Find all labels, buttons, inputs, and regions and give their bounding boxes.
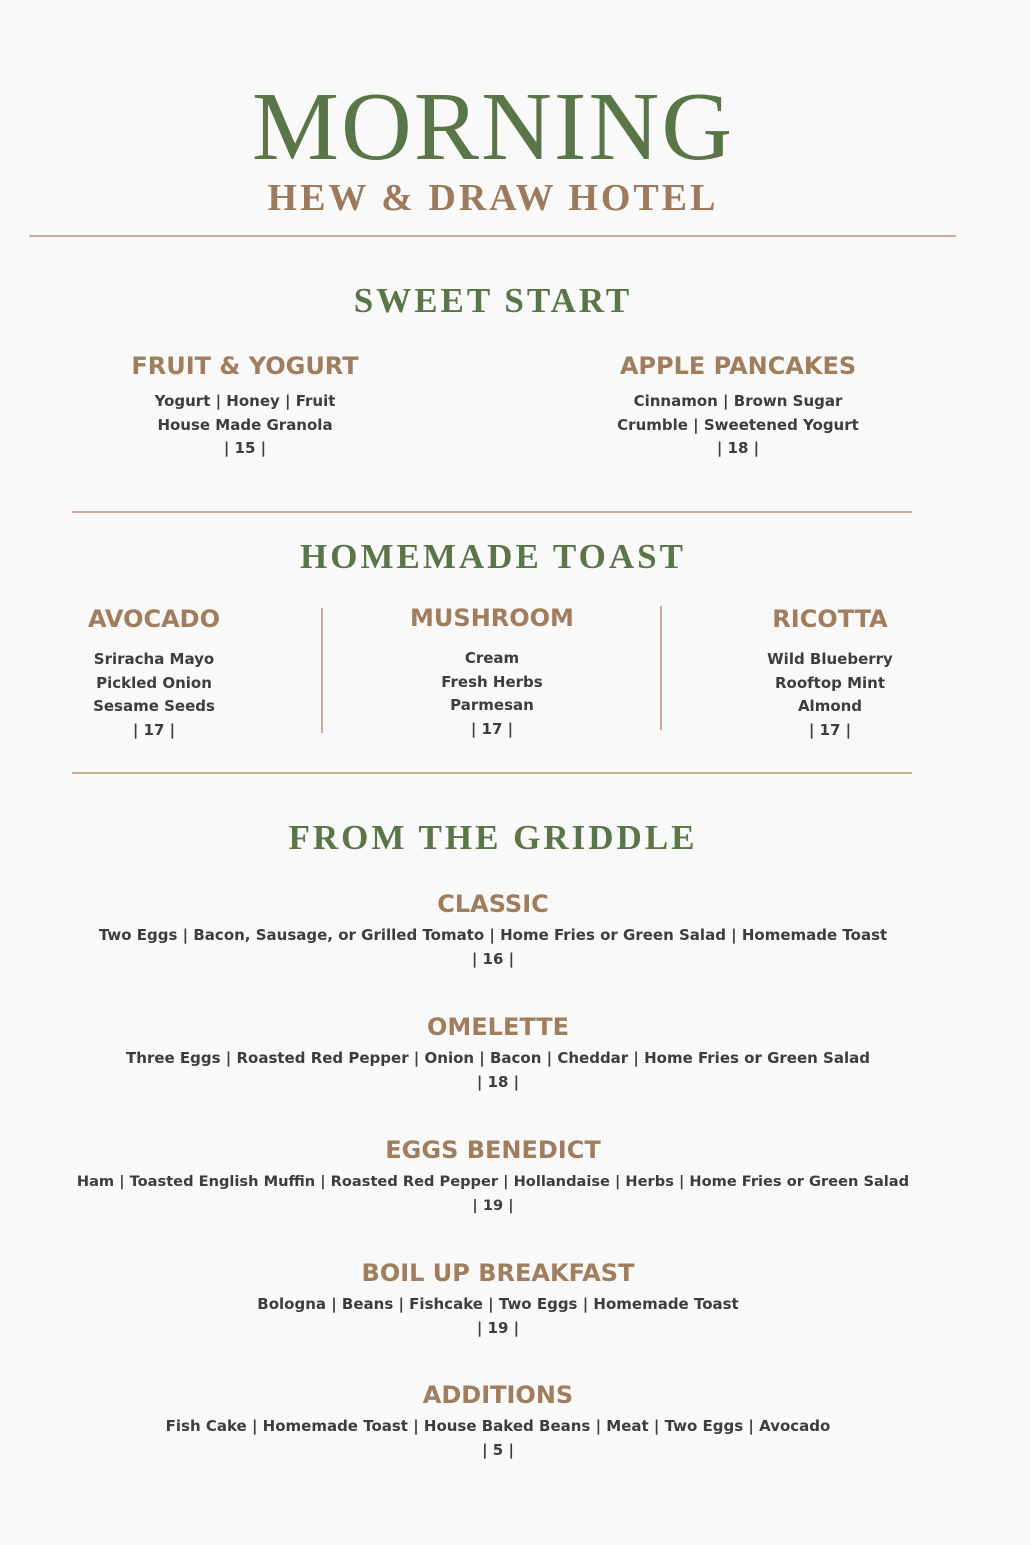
item-name: MUSHROOM (410, 604, 574, 632)
item-description-line: Cream (464, 649, 520, 667)
item-name: FRUIT & YOGURT (131, 352, 359, 380)
item-description-line: Sesame Seeds (93, 697, 215, 715)
item-price: | 15 | (223, 439, 267, 457)
item-name: BOIL UP BREAKFAST (361, 1259, 635, 1287)
item-description-line: House Made Granola (157, 415, 333, 434)
item-name: AVOCADO (87, 605, 220, 633)
menu-item-omelette (0, 1013, 996, 1094)
menu-item-mushroom (382, 604, 602, 741)
item-name: EGGS BENEDICT (385, 1136, 601, 1164)
item-description-line: Rooftop Mint (774, 673, 886, 692)
menu-item-fruit-yogurt (95, 352, 395, 461)
item-description (578, 390, 898, 461)
item-price: | 5 | (482, 1440, 514, 1459)
item-description (382, 647, 602, 741)
hotel-name: HEW & DRAW HOTEL (267, 177, 719, 219)
item-description-line: Pickled Onion (96, 673, 212, 692)
item-price: | 17 | (808, 720, 852, 739)
item-price: | 17 | (470, 719, 514, 738)
item-description (0, 1047, 996, 1094)
item-description-line: Sriracha Mayo (93, 650, 215, 668)
item-name: OMELETTE (426, 1013, 570, 1041)
item-name: RICOTTA (772, 605, 888, 633)
item-price: | 18 | (716, 439, 760, 457)
section-title-sweet-start: SWEET START (353, 281, 633, 320)
item-price: | 19 | (476, 1318, 520, 1337)
item-name: ADDITIONS (422, 1381, 574, 1409)
item-description-line: Fish Cake | Homemade Toast | House Baked Beans | Meat | Two Eggs | Avocado (165, 1417, 831, 1435)
item-price: | 16 | (471, 949, 515, 968)
item-description-line: Parmesan (450, 696, 534, 714)
section-divider (72, 511, 912, 513)
menu-item-apple-pancakes (578, 352, 898, 461)
item-name: APPLE PANCAKES (619, 352, 857, 380)
section-divider (72, 772, 912, 774)
item-description-line: Three Eggs | Roasted Red Pepper | Onion | Bacon | Cheddar | Home Fries or Green Salad (126, 1049, 870, 1067)
section-title-from-the-griddle: FROM THE GRIDDLE (288, 818, 698, 857)
menu-item-additions (0, 1381, 996, 1462)
item-description-line: Wild Blueberry (767, 650, 893, 668)
menu-item-boil-up-breakfast (0, 1259, 996, 1340)
item-price: | 19 | (472, 1196, 514, 1214)
menu-item-eggs-benedict (0, 1136, 986, 1217)
item-description-line: Crumble | Sweetened Yogurt (617, 415, 859, 434)
item-description (720, 648, 940, 742)
item-description-line: Bologna | Beans | Fishcake | Two Eggs | Homemade Toast (257, 1295, 739, 1313)
column-divider (321, 608, 323, 733)
section-title-homemade-toast: HOMEMADE TOAST (300, 537, 686, 576)
header-divider (29, 235, 956, 237)
item-name: CLASSIC (437, 890, 549, 918)
item-description-line: Cinnamon | Brown Sugar (633, 392, 843, 410)
item-description-line: Fresh Herbs (441, 672, 543, 691)
item-description-line: Almond (797, 697, 863, 715)
item-description (0, 1415, 996, 1462)
menu-title: MORNING (251, 73, 735, 181)
item-description (95, 390, 395, 461)
item-price: | 17 | (132, 720, 176, 739)
item-description-line: Ham | Toasted English Muffin | Roasted Red Pepper | Hollandaise | Herbs | Home Fries or Green Salad (76, 1173, 910, 1190)
item-description-line: Two Eggs | Bacon, Sausage, or Grilled Tomato | Home Fries or Green Salad | Homemade Toast (98, 926, 888, 944)
item-description (0, 924, 986, 971)
item-price: | 18 | (476, 1072, 520, 1091)
item-description (0, 1293, 996, 1340)
menu-item-avocado (44, 605, 264, 742)
item-description (44, 648, 264, 742)
item-description-line: Yogurt | Honey | Fruit (154, 392, 336, 410)
item-description (0, 1170, 986, 1217)
menu-item-classic (0, 890, 986, 971)
column-divider (660, 606, 662, 730)
menu-item-ricotta (720, 605, 940, 742)
